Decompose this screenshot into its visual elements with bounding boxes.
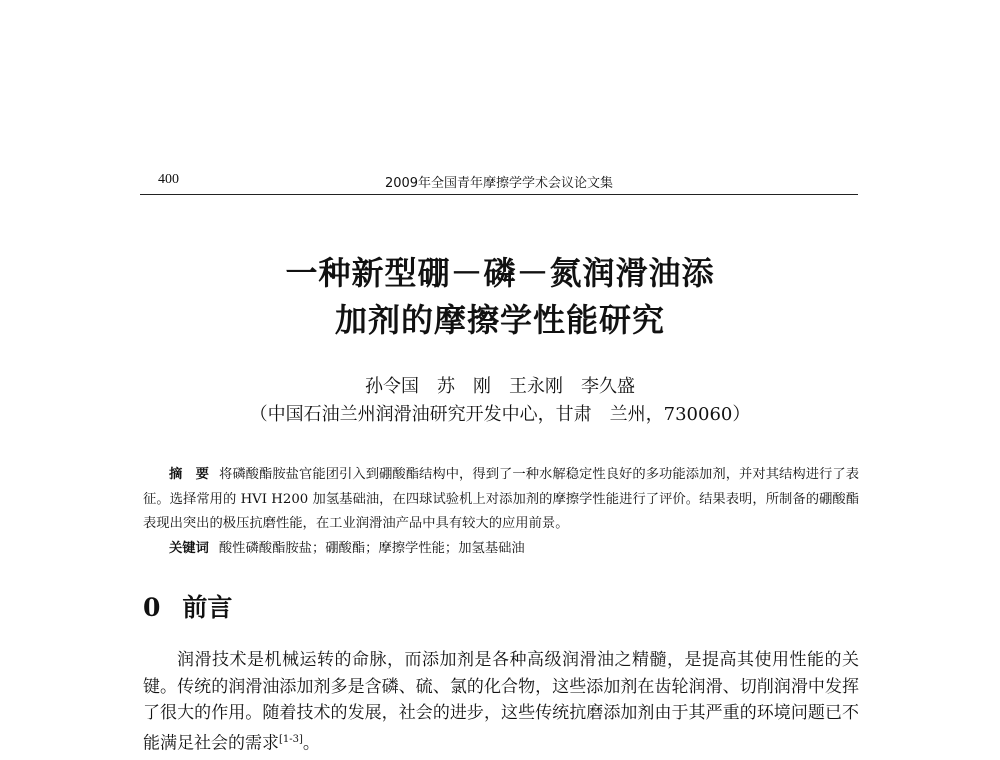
section-number: 0	[143, 593, 161, 622]
abstract-label: 摘 要	[169, 467, 210, 482]
paper-title	[0, 250, 1000, 344]
body-paragraph	[143, 647, 859, 757]
keywords-text: 酸性磷酸酯胺盐；硼酸酯；摩擦学性能；加氢基础油	[218, 540, 525, 556]
citation: [1-3]	[279, 734, 303, 746]
journal-title: 2009年全国青年摩擦学学术会议论文集	[384, 176, 614, 191]
title-line: 一种新型硼－磷－氮润滑油添	[285, 254, 715, 292]
affiliation: （中国石油兰州润滑油研究开发中心，甘肃 兰州，730060）	[249, 404, 751, 425]
abstract-text: 将磷酸酯胺盐官能团引入到硼酸酯结构中，得到了一种水解稳定性良好的多功能添加剂，并对其结构进行了表征。选择常用的 HVI H200 加氢基础油，在四球试验机上对添加剂的摩擦学性能进行了评价。结果表明，所制备的硼酸酯表现出突出的极压抗磨性能，在工业润滑油产品中具有较大的应用前景。	[143, 467, 860, 531]
section-title: 前言	[182, 593, 233, 622]
authors: 孙令国 苏 刚 王永刚 李久盛	[365, 376, 635, 397]
running-head	[140, 168, 858, 195]
paragraph-text: 润滑技术是机械运转的命脉，而添加剂是各种高级润滑油之精髓，是提高其使用性能的关键。传统的润滑油添加剂多是含磷、硫、氯的化合物，这些添加剂在齿轮润滑、切削润滑中发挥了很大的作用。随着技术的发展，社会的进步，这些传统抗磨添加剂由于其严重的环境问题已不能满足社会的需求	[143, 650, 859, 754]
abstract	[143, 463, 859, 537]
section-heading	[143, 588, 232, 624]
keywords	[143, 537, 859, 562]
paragraph-end: 。	[302, 733, 320, 754]
page-number: 400	[158, 172, 179, 187]
keywords-label: 关键词	[169, 540, 209, 556]
abstract-block	[143, 463, 859, 561]
title-line: 加剂的摩擦学性能研究	[334, 301, 665, 339]
